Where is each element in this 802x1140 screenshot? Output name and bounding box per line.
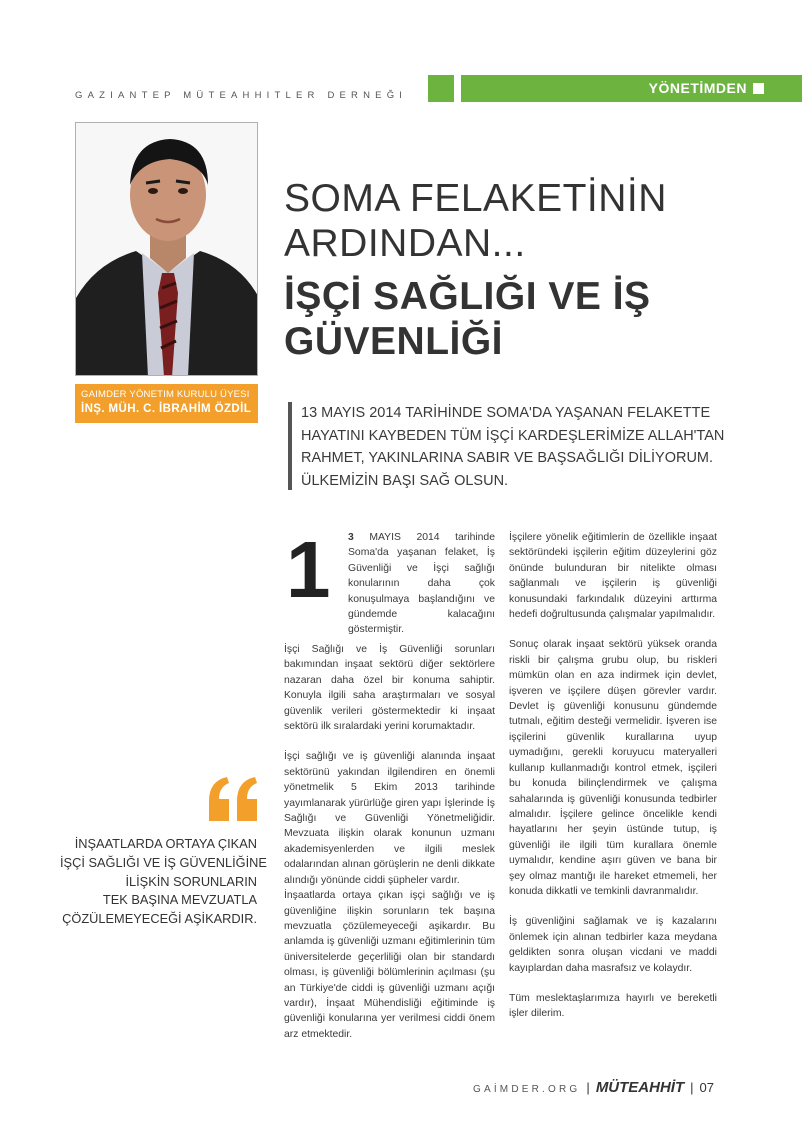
section-label-text: YÖNETİMDEN [648,80,747,96]
association-name: GAZIANTEP MÜTEAHHITLER DERNEĞI [75,90,408,101]
pull-quote-line: ÇÖZÜLEMEYECEĞİ AŞİKARDIR. [62,911,257,927]
title-bold [284,274,651,364]
lead-accent-bar [288,402,292,490]
page-number: 07 [699,1080,714,1095]
lead-line: HAYATINI KAYBEDEN TÜM İŞÇİ KARDEŞLERİMİZE ALLAH'TAN [301,427,725,444]
section-label [649,75,764,102]
author-role: GAIMDER YÖNETIM KURULU ÜYESI [81,389,250,400]
footer-divider: | [690,1080,694,1095]
author-name: İNŞ. MÜH. C. İBRAHİM ÖZDİL [81,403,252,415]
lead-line: 13 MAYIS 2014 TARİHİNDE SOMA'DA YAŞANAN FELAKETTE [301,405,711,421]
article-column-1 [284,642,495,1057]
intro-bold: 3 [348,532,354,543]
author-caption [75,384,258,423]
author-photo [75,122,258,376]
pull-quote-line: İLİŞKİN SORUNLARIN [125,873,257,889]
paragraph: İşçi sağlığı ve iş güvenliği alanında inşaat sektörünü yakından ilgilendiren en önemli yönetmelik 5 Ekim 2013 tarihinde yayımlanarak yürürlüğe giren yapı İşlerinde İş Sağlığı ve Güvenliği Yönetmeliğidir. Mevzuata ilişkin olarak konunun uzmanı akademisyenlerden ve ilgili meslek odalarından alınan görüşlerin ne denli dikkate alındığı yönünde ciddi şüpheler vardır. [284,751,495,886]
title-bold-line: GÜVENLİĞİ [284,320,504,363]
intro-text: MAYIS 2014 tarihinde Soma'da yaşanan felaket, İş Güvenliği ve İşçi sağlığı konularının daha çok konuşulmaya başlandığını ve gündemde kalacağını göstermiştir. [348,532,495,636]
article-column-2 [509,530,717,1037]
lead-line: ÜLKEMİZİN BAŞI SAĞ OLSUN. [301,472,509,489]
footer-divider: | [586,1080,590,1095]
footer-brand: MÜTEAHHİT [595,1079,685,1096]
title-light-line: SOMA FELAKETİNİN [284,177,667,220]
title-light-line: ARDINDAN... [284,222,526,265]
page-footer [473,1079,714,1096]
square-icon [753,83,764,94]
header-accent-block [428,75,454,102]
title-bold-line: İŞÇİ SAĞLIĞI VE İŞ [284,275,651,318]
pull-quote-line: İŞÇİ SAĞLIĞI VE İŞ GÜVENLİĞİNE [60,854,267,870]
paragraph: Sonuç olarak inşaat sektörü yüksek oranda riskli bir çalışma grubu olup, bu riskleri mümkün olan en aza indirmek için devlet, işveren ve işçilere düşen görevler vardır. Devlet iş güvenliği konusunu gündemde tutmalı, eğitim desteği vermelidir. İşveren ise işçilerini güvenlik kurallarına uyup uymadığını, gerekli koruyucu materyalleri kullanıp kullanmadığı kontrol etmek, işçileri bu konuda bilinçlendirmek ve çalışma sahalarında iş güvenliği konusunda tedbirler almalıdır. İşçilere gelince öncelikle kendi hayatlarını her şeyin üstünde tutup, iş güvenliği ile ilgili tüm kurallara önemle uymalıdır, kendine aşırı güven ve bana bir şey olmaz mantığı ile hareket etmemeli, her konuda dikkatli ve temkinli davranmalıdır. [509,639,717,897]
author-portrait-icon [76,123,258,376]
paragraph: İnşaatlarda ortaya çıkan işçi sağlığı ve iş güvenliğine ilişkin sorunların tek başına mevzuatla çözülemeyeceği aşikardır. Bu anlamda iş güvenliği uzmanı eğitimlerinin tüm üniversitelerde geçerliliği olan bir standardı olması, iş güvenliği bölümlerinin açılması (şu an Türkiye'de ciddi iş güvenliği uzmanı açığı vardır), İnşaat Mühendisliği eğitiminde iş güvenliği konularına yer verilmesi ciddi önem arz etmektedir. [284,890,495,1040]
pull-quote-line: İNŞAATLARDA ORTAYA ÇIKAN [74,836,257,851]
drop-cap: 1 [286,525,331,614]
paragraph: İşçi Sağlığı ve İş Güvenliği sorunları bakımından inşaat sektörü diğer sektörlere nazaran daha özel bir konuma sahiptir. Konuyla ilgili saha araştırmaları ve sosyal güvenlik verileri göstermektedir ki inşaat sektörü ilk sıralardaki yerini korumaktadır. [284,644,495,733]
quote-icon [205,775,261,823]
footer-site: GAİMDER.ORG [472,1084,581,1095]
pull-quote-line: TEK BAŞINA MEVZUATLA [102,892,257,908]
lead-paragraph [301,402,725,492]
title-light [284,176,667,266]
intro-paragraph [348,530,495,638]
paragraph: Tüm meslektaşlarımıza hayırlı ve bereketli işler dilerim. [509,992,717,1020]
pull-quote [60,835,267,929]
paragraph: İş güvenliğini sağlamak ve iş kazalarını önlemek için alınan tedbirler kaza meydana geldikten sonra oluşan vicdani ve maddi kayıplardan daha masrafsız ve kolaydır. [509,916,717,974]
section-banner [461,75,802,102]
paragraph: İşçilere yönelik eğitimlerin de özellikle inşaat sektöründeki işçilerin eğitim düzeylerini göz önünde bulunduran bir nitelikte olması sağlanmalı ve işçilerin iş güvenliği konusundaki farkındalık düzeyini arttırma hedefi doğrultusunda çalışmalar yapılmalıdır. [509,532,717,621]
lead-line: RAHMET, YAKINLARINA SABIR VE BAŞSAĞLIĞI DİLİYORUM. [301,450,714,466]
